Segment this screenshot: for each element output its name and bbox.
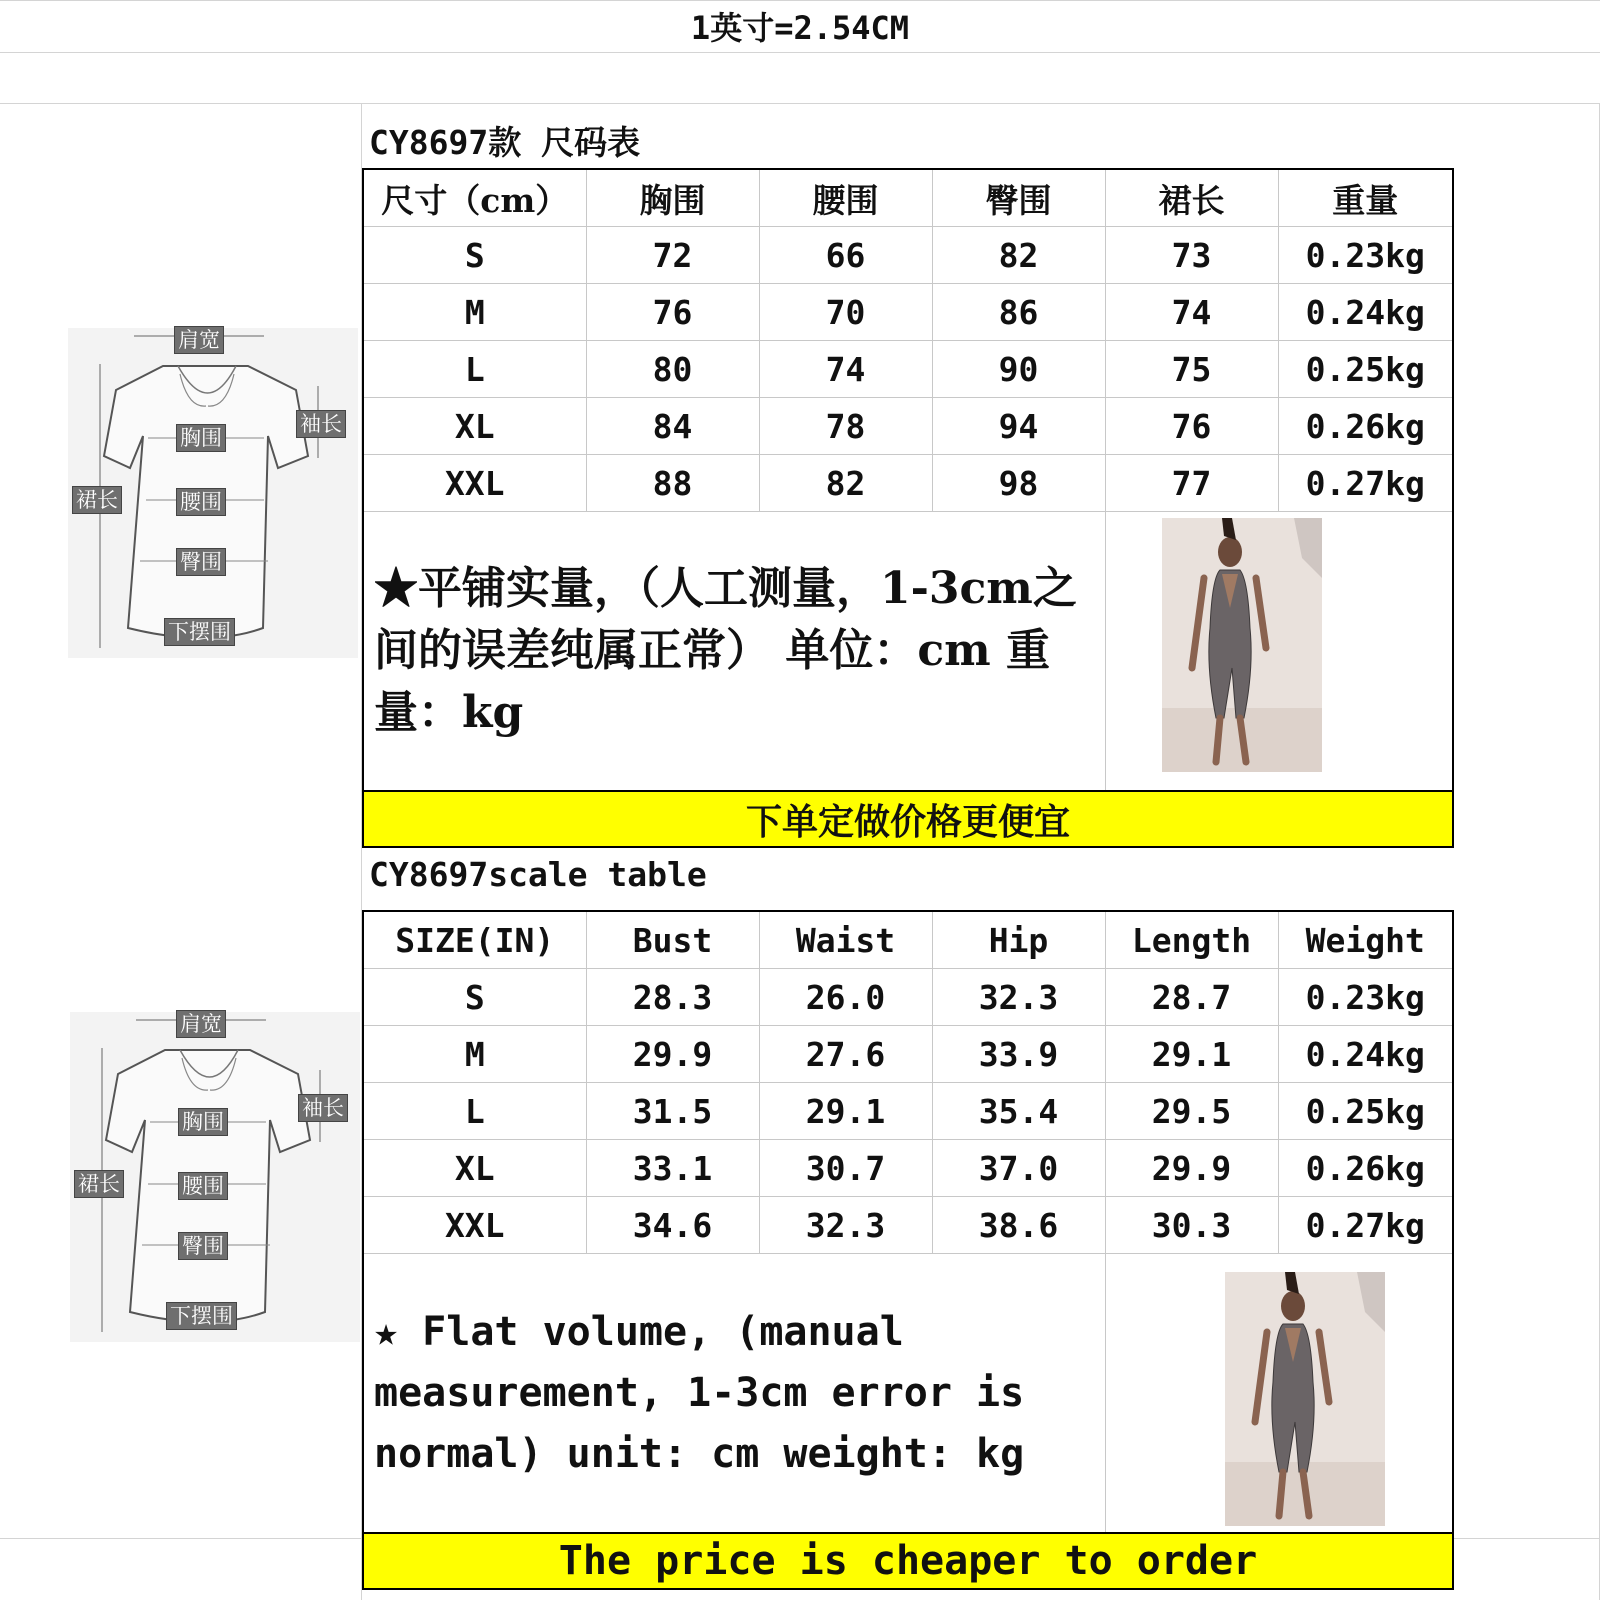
cell: XXL [363, 455, 586, 512]
cell: 74 [759, 341, 932, 398]
hem-label: 下摆围 [166, 1302, 237, 1330]
measurement-note: ★ Flat volume, (manual measurement, 1-3cm error is normal) unit: cm weight: kg [363, 1254, 1105, 1534]
cell: 94 [932, 398, 1105, 455]
table-row [363, 1197, 1453, 1254]
cell: 0.24kg [1278, 1026, 1453, 1083]
cell: 70 [759, 284, 932, 341]
table-row [363, 1140, 1453, 1197]
table-row [363, 1026, 1453, 1083]
model-photo [1225, 1272, 1385, 1526]
cell: 82 [759, 455, 932, 512]
measurement-note: ★平铺实量，（人工测量，1-3cm之间的误差纯属正常） 单位：cm 重量：kg [363, 512, 1105, 792]
cell: 82 [932, 227, 1105, 284]
cell: 28.7 [1105, 969, 1278, 1026]
table-row [363, 341, 1453, 398]
table-header-row [363, 169, 1453, 227]
cell: 29.9 [1105, 1140, 1278, 1197]
cell: 77 [1105, 455, 1278, 512]
cell: 26.0 [759, 969, 932, 1026]
banner-row [363, 791, 1453, 847]
header-bust: 胸围 [586, 169, 759, 227]
header-size: SIZE(IN) [363, 911, 586, 969]
header-weight: 重量 [1278, 169, 1453, 227]
table-row [363, 969, 1453, 1026]
garment-measurement-diagram [68, 328, 358, 658]
cell: M [363, 1026, 586, 1083]
cell: 33.1 [586, 1140, 759, 1197]
cell: 34.6 [586, 1197, 759, 1254]
sleeve-label: 袖长 [296, 410, 346, 438]
cell: 0.23kg [1278, 969, 1453, 1026]
cell: XXL [363, 1197, 586, 1254]
cell: 35.4 [932, 1083, 1105, 1140]
cell: 29.1 [759, 1083, 932, 1140]
header-waist: Waist [759, 911, 932, 969]
cell: 90 [932, 341, 1105, 398]
cell: 31.5 [586, 1083, 759, 1140]
cell: 80 [586, 341, 759, 398]
table-row [363, 227, 1453, 284]
cell: L [363, 341, 586, 398]
header-length: 裙长 [1105, 169, 1278, 227]
header-length: Length [1105, 911, 1278, 969]
cell: 72 [586, 227, 759, 284]
cell: S [363, 969, 586, 1026]
model-photo [1162, 518, 1322, 772]
cell: XL [363, 398, 586, 455]
sleeve-label: 袖长 [298, 1094, 348, 1122]
header-bust: Bust [586, 911, 759, 969]
cell: 0.26kg [1278, 1140, 1453, 1197]
table-row [363, 284, 1453, 341]
header-weight: Weight [1278, 911, 1453, 969]
cell: 32.3 [932, 969, 1105, 1026]
cell: 78 [759, 398, 932, 455]
cell: 0.27kg [1278, 1197, 1453, 1254]
banner-row [363, 1533, 1453, 1589]
cell: 75 [1105, 341, 1278, 398]
hip-label: 臀围 [178, 1232, 228, 1260]
cell: L [363, 1083, 586, 1140]
cell: 37.0 [932, 1140, 1105, 1197]
garment-measurement-diagram [70, 1012, 360, 1342]
cell: 0.25kg [1278, 341, 1453, 398]
cell: 38.6 [932, 1197, 1105, 1254]
shoulder-label: 肩宽 [176, 1010, 226, 1038]
cell: 30.7 [759, 1140, 932, 1197]
chest-label: 胸围 [176, 424, 226, 452]
hip-label: 臀围 [176, 548, 226, 576]
cell: 0.23kg [1278, 227, 1453, 284]
length-label: 裙长 [72, 486, 122, 514]
cell: 86 [932, 284, 1105, 341]
cell: M [363, 284, 586, 341]
order-banner: The price is cheaper to order [363, 1533, 1453, 1589]
header-waist: 腰围 [759, 169, 932, 227]
table-row [363, 398, 1453, 455]
unit-conversion-banner: 1英寸=2.54CM [690, 9, 910, 47]
header-hip: 臀围 [932, 169, 1105, 227]
table-header-row [363, 911, 1453, 969]
cell: 0.24kg [1278, 284, 1453, 341]
cm-table-caption: CY8697款 尺码表 [369, 123, 641, 162]
waist-label: 腰围 [176, 488, 226, 516]
cell: S [363, 227, 586, 284]
cell: 76 [586, 284, 759, 341]
cell: 29.5 [1105, 1083, 1278, 1140]
cell: 98 [932, 455, 1105, 512]
cell: 32.3 [759, 1197, 932, 1254]
cell: 33.9 [932, 1026, 1105, 1083]
cell: 27.6 [759, 1026, 932, 1083]
cell: 0.25kg [1278, 1083, 1453, 1140]
in-table-caption: CY8697scale table [369, 855, 707, 894]
shoulder-label: 肩宽 [174, 326, 224, 354]
cell: 73 [1105, 227, 1278, 284]
cell: 28.3 [586, 969, 759, 1026]
order-banner: 下单定做价格更便宜 [363, 791, 1453, 847]
cell: 76 [1105, 398, 1278, 455]
cell: 74 [1105, 284, 1278, 341]
cell: 66 [759, 227, 932, 284]
hem-label: 下摆围 [164, 618, 235, 646]
cell: 29.9 [586, 1026, 759, 1083]
length-label: 裙长 [74, 1170, 124, 1198]
table-row [363, 455, 1453, 512]
cell: 30.3 [1105, 1197, 1278, 1254]
cell: 84 [586, 398, 759, 455]
cell: 0.27kg [1278, 455, 1453, 512]
cell: 0.26kg [1278, 398, 1453, 455]
cell: 88 [586, 455, 759, 512]
header-size: 尺寸（cm） [363, 169, 586, 227]
cell: 29.1 [1105, 1026, 1278, 1083]
header-hip: Hip [932, 911, 1105, 969]
table-row [363, 1083, 1453, 1140]
waist-label: 腰围 [178, 1172, 228, 1200]
cell: XL [363, 1140, 586, 1197]
chest-label: 胸围 [178, 1108, 228, 1136]
